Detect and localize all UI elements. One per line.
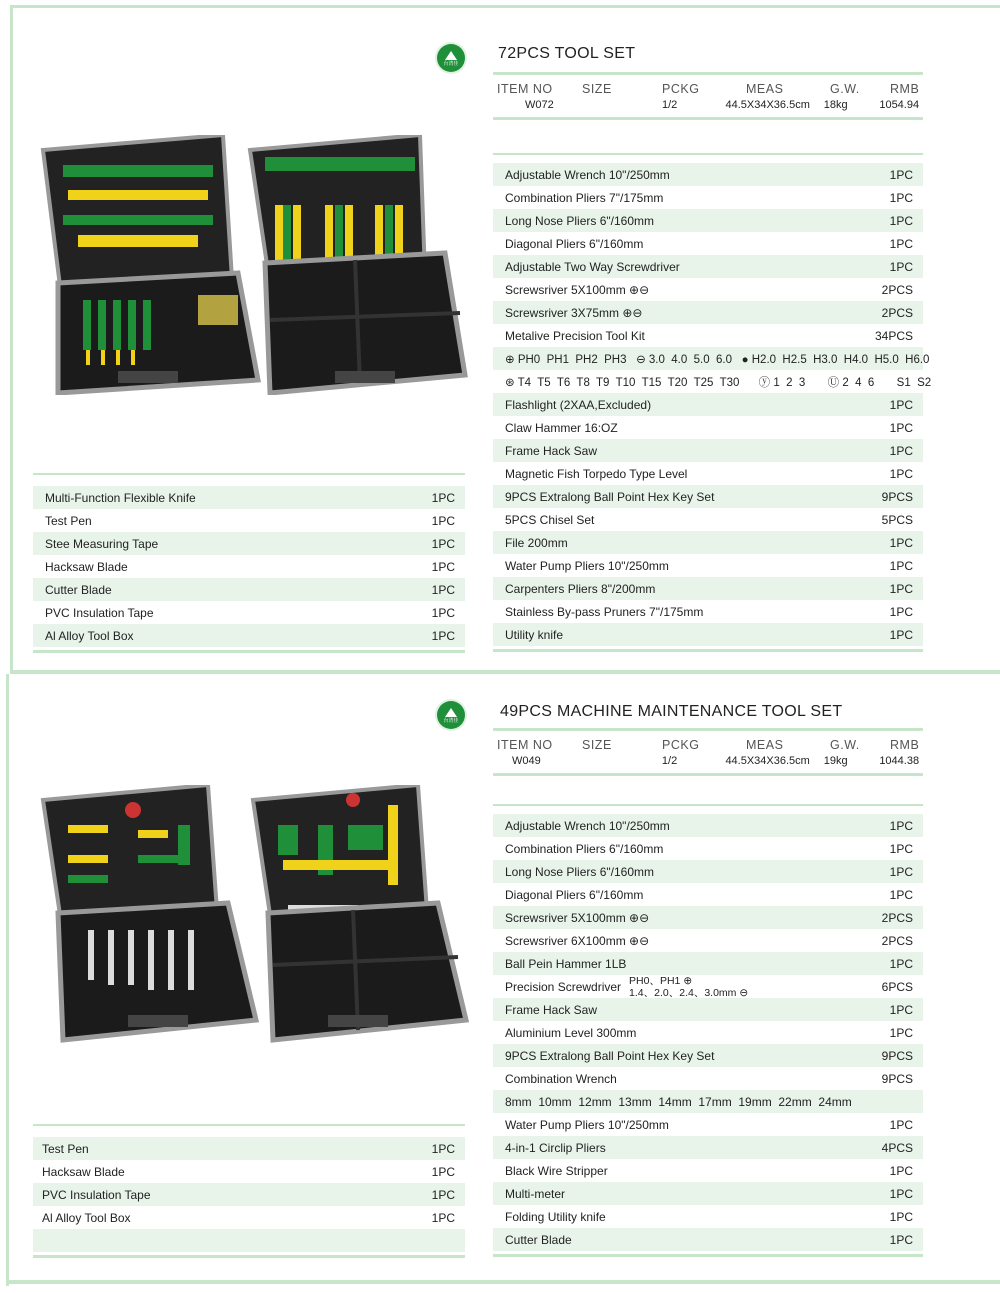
spec-item-no: W072: [525, 99, 554, 111]
left-list-top-line: [33, 473, 465, 475]
item-qty: 1PC: [889, 466, 913, 481]
item-name: 8mm 10mm 12mm 13mm 14mm 17mm 19mm 22mm 24mm: [505, 1094, 852, 1109]
item-name: Cutter Blade: [505, 1232, 572, 1247]
section-title: 49PCS MACHINE MAINTENANCE TOOL SET: [500, 703, 843, 720]
item-name: Water Pump Pliers 10"/250mm: [505, 1117, 669, 1132]
item-name: Claw Hammer 16:OZ: [505, 420, 618, 435]
item-name: File 200mm: [505, 535, 568, 550]
item-qty: 1PC: [889, 1025, 913, 1040]
item-qty: 1PC: [889, 887, 913, 902]
spec-header-row: [493, 82, 923, 96]
item-qty: 1PC: [431, 605, 455, 620]
list-item-bit-sizes: [493, 370, 932, 393]
item-name: Metalive Precision Tool Kit: [505, 328, 645, 343]
spec-table: [493, 728, 923, 776]
list-item: [493, 929, 923, 952]
logo-triangle-icon: [445, 51, 457, 60]
spec-gw: 19kg: [823, 755, 848, 767]
list-item: [493, 860, 923, 883]
item-qty: 1PC: [431, 582, 455, 597]
spec-rmb: 1044.38: [879, 755, 920, 767]
left-list-top-line: [33, 1124, 465, 1126]
item-name: Long Nose Pliers 6"/160mm: [505, 213, 654, 228]
item-qty: 1PC: [889, 190, 913, 205]
list-item: [33, 624, 465, 647]
list-item: [493, 952, 923, 975]
left-list-bottom-line: [33, 650, 465, 653]
item-qty: 1PC: [889, 420, 913, 435]
spec-header-gw: G.W.: [830, 82, 860, 96]
toolbox-photo-open-4: [248, 785, 473, 1050]
item-qty: 5PCS: [881, 512, 913, 527]
item-detail: [629, 975, 748, 999]
item-name: Stee Measuring Tape: [45, 536, 159, 551]
item-name: Diagonal Pliers 6"/160mm: [505, 887, 644, 902]
list-item: [33, 601, 465, 624]
list-item: [33, 1206, 465, 1229]
list-item: [493, 554, 923, 577]
left-item-list: [33, 1124, 465, 1258]
item-qty: 1PC: [889, 581, 913, 596]
item-name: Water Pump Pliers 10"/250mm: [505, 558, 669, 573]
spec-header-row: [493, 738, 923, 752]
list-item-bit-sizes: [493, 347, 930, 370]
list-item: [493, 1228, 923, 1251]
list-item: [493, 623, 923, 646]
item-name: Adjustable Wrench 10"/250mm: [505, 167, 670, 182]
item-qty: 1PC: [431, 1164, 455, 1179]
item-qty: 6PCS: [881, 979, 913, 994]
item-qty: 1PC: [889, 1232, 913, 1247]
item-name: Multi-meter: [505, 1186, 566, 1201]
spec-header-rmb: RMB: [890, 738, 920, 752]
list-item: [493, 837, 923, 860]
item-name: Al Alloy Tool Box: [42, 1210, 131, 1225]
list-item: [493, 209, 923, 232]
item-qty: 1PC: [889, 1163, 913, 1178]
section-title: 72PCS TOOL SET: [498, 45, 636, 62]
item-name: Frame Hack Saw: [505, 443, 598, 458]
right-list-top-line: [493, 153, 923, 155]
item-name: Magnetic Fish Torpedo Type Level: [505, 466, 688, 481]
item-qty: 9PCS: [881, 1071, 913, 1086]
spec-header-pckg: PCKG: [662, 82, 700, 96]
item-qty: 1PC: [431, 1141, 455, 1156]
spec-header-size: SIZE: [582, 738, 612, 752]
item-detail-line-2: 1.4、2.0、2.4、3.0mm ⊖: [629, 986, 749, 999]
list-item: [493, 278, 923, 301]
item-name: Folding Utility knife: [505, 1209, 606, 1224]
list-item: [493, 485, 923, 508]
spec-meas: 44.5X34X36.5cm: [725, 755, 810, 767]
item-name: Precision Screwdriver: [505, 979, 622, 994]
right-item-list: [493, 153, 932, 652]
list-item: [493, 1159, 923, 1182]
list-item: [493, 1182, 923, 1205]
item-qty: 1PC: [889, 259, 913, 274]
item-name: Multi-Function Flexible Knife: [45, 490, 196, 505]
item-qty: 1PC: [889, 956, 913, 971]
item-name: Carpenters Pliers 8"/200mm: [505, 581, 656, 596]
item-name: Test Pen: [45, 513, 92, 528]
item-name: Test Pen: [42, 1141, 89, 1156]
list-item: [493, 600, 923, 623]
frame-left-border-lower: [6, 674, 9, 1286]
list-item: [493, 439, 923, 462]
item-name-group: [493, 975, 853, 999]
spec-table: [493, 72, 923, 120]
toolbox-photo-open-1: [38, 135, 263, 395]
list-item-empty: [33, 1229, 465, 1252]
item-name: ⊕ PH0 PH1 PH2 PH3 ⊖ 3.0 4.0 5.0 6.0 ● H2.0 H2.5 H3.0 H4.0 H5.0 H6.0: [505, 353, 930, 366]
item-qty: 1PC: [889, 1117, 913, 1132]
brand-logo: [437, 701, 465, 729]
frame-bottom-border: [6, 1280, 1000, 1284]
toolbox-photo-open-3: [38, 785, 263, 1050]
spec-header-item-no: ITEM NO: [497, 738, 553, 752]
item-name: Aluminium Level 300mm: [505, 1025, 637, 1040]
item-qty: 1PC: [889, 1002, 913, 1017]
toolbox-photo-open-2: [245, 135, 470, 395]
list-item: [493, 998, 923, 1021]
item-name: Screwsriver 6X100mm ⊕⊖: [505, 933, 650, 948]
spec-meas: 44.5X34X36.5cm: [725, 99, 810, 111]
list-item: [33, 486, 465, 509]
item-name: Combination Wrench: [505, 1071, 617, 1086]
list-item: [493, 301, 923, 324]
item-qty: 1PC: [889, 236, 913, 251]
item-qty: 1PC: [431, 536, 455, 551]
item-name: Screwsriver 5X100mm ⊕⊖: [505, 910, 650, 925]
frame-left-border: [10, 5, 13, 670]
item-name: Adjustable Two Way Screwdriver: [505, 259, 680, 274]
spec-value-row: [493, 752, 923, 770]
list-item: [493, 508, 923, 531]
item-name: Adjustable Wrench 10"/250mm: [505, 818, 670, 833]
item-name: Al Alloy Tool Box: [45, 628, 134, 643]
list-item: [493, 814, 923, 837]
right-list-bottom-line: [493, 1254, 923, 1257]
item-qty: 1PC: [889, 558, 913, 573]
right-list-bottom-line: [493, 649, 923, 652]
spec-header-gw: G.W.: [830, 738, 860, 752]
list-item: [493, 1067, 923, 1090]
list-item: [33, 1183, 465, 1206]
list-item: [493, 577, 923, 600]
item-name: 4-in-1 Circlip Pliers: [505, 1140, 606, 1155]
list-item: [33, 1137, 465, 1160]
list-item: [493, 462, 923, 485]
list-item: [493, 1205, 923, 1228]
item-name: Hacksaw Blade: [45, 559, 128, 574]
item-name: PVC Insulation Tape: [42, 1187, 151, 1202]
spec-header-pckg: PCKG: [662, 738, 700, 752]
item-name: Stainless By-pass Pruners 7"/175mm: [505, 604, 704, 619]
spec-gw: 18kg: [823, 99, 848, 111]
brand-logo: [437, 44, 465, 72]
item-name: 5PCS Chisel Set: [505, 512, 595, 527]
list-item: [33, 555, 465, 578]
spec-pckg: 1/2: [661, 755, 678, 767]
item-qty: 1PC: [889, 397, 913, 412]
list-item: [33, 509, 465, 532]
item-name: PVC Insulation Tape: [45, 605, 154, 620]
list-item: [493, 186, 923, 209]
list-item: [33, 578, 465, 601]
list-item: [33, 532, 465, 555]
spec-top-line: [493, 72, 923, 75]
logo-triangle-icon: [445, 708, 457, 717]
item-qty: 1PC: [889, 167, 913, 182]
item-qty: 1PC: [431, 513, 455, 528]
spec-header-rmb: RMB: [890, 82, 920, 96]
spec-item-no: W049: [512, 755, 541, 767]
list-item: [493, 163, 923, 186]
item-qty: 1PC: [889, 864, 913, 879]
item-qty: 1PC: [889, 213, 913, 228]
spec-bottom-line: [493, 773, 923, 776]
spec-top-line: [493, 728, 923, 731]
list-item: [493, 883, 923, 906]
item-qty: 2PCS: [881, 910, 913, 925]
left-list-bottom-line: [33, 1255, 465, 1258]
item-name: Ball Pein Hammer 1LB: [505, 956, 627, 971]
spec-pckg: 1/2: [661, 99, 678, 111]
list-item: [33, 1160, 465, 1183]
item-name: Combination Pliers 7"/175mm: [505, 190, 664, 205]
frame-top-border: [10, 5, 1000, 8]
list-item: [493, 1113, 923, 1136]
item-name: Flashlight (2XAA,Excluded): [505, 397, 652, 412]
item-qty: 1PC: [889, 604, 913, 619]
spec-value-row: [493, 96, 923, 114]
item-qty: 1PC: [889, 841, 913, 856]
list-item: [493, 324, 923, 347]
list-item: [493, 906, 923, 929]
item-qty: 2PCS: [881, 305, 913, 320]
list-item: [493, 1136, 923, 1159]
item-qty: 9PCS: [881, 1048, 913, 1063]
list-item-wrench-sizes: [493, 1090, 923, 1113]
item-name: Screwsriver 3X75mm ⊕⊖: [505, 305, 643, 320]
spec-rmb: 1054.94: [879, 99, 920, 111]
item-name: Screwsriver 5X100mm ⊕⊖: [505, 282, 650, 297]
item-name: 9PCS Extralong Ball Point Hex Key Set: [505, 1048, 715, 1063]
item-qty: 9PCS: [881, 489, 913, 504]
list-item: [493, 1021, 923, 1044]
list-item: [493, 255, 923, 278]
item-name: Utility knife: [505, 627, 564, 642]
spec-bottom-line: [493, 117, 923, 120]
spec-header-size: SIZE: [582, 82, 612, 96]
spec-header-item-no: ITEM NO: [497, 82, 553, 96]
item-name: Frame Hack Saw: [505, 1002, 598, 1017]
item-name: ⊛ T4 T5 T6 T8 T9 T10 T15 T20 T25 T30 ⓨ 1 2 3 Ⓤ 2 4 6 S1 S2: [505, 376, 932, 389]
item-qty: 1PC: [889, 443, 913, 458]
list-item: [493, 416, 923, 439]
section-divider: [10, 670, 1000, 674]
item-name: Combination Pliers 6"/160mm: [505, 841, 664, 856]
list-item: [493, 232, 923, 255]
logo-text: 台湾佳: [443, 718, 459, 724]
spec-header-meas: MEAS: [746, 738, 784, 752]
item-name: Cutter Blade: [45, 582, 112, 597]
logo-text: 台湾佳: [443, 61, 459, 67]
item-qty: 1PC: [889, 818, 913, 833]
left-item-list: [33, 473, 465, 653]
spec-header-meas: MEAS: [746, 82, 784, 96]
item-qty: 1PC: [431, 628, 455, 643]
item-qty: 1PC: [431, 559, 455, 574]
item-qty: 4PCS: [881, 1140, 913, 1155]
right-list-top-line: [493, 804, 923, 806]
item-name: Black Wire Stripper: [505, 1163, 608, 1178]
item-qty: 34PCS: [874, 328, 913, 343]
item-qty: 1PC: [431, 490, 455, 505]
list-item: [493, 393, 923, 416]
right-item-list: [493, 804, 923, 1257]
item-detail-line-1: PH0、PH1 ⊕: [629, 974, 693, 987]
item-name: Hacksaw Blade: [42, 1164, 125, 1179]
item-qty: 1PC: [889, 627, 913, 642]
item-qty: 1PC: [889, 1209, 913, 1224]
item-name: 9PCS Extralong Ball Point Hex Key Set: [505, 489, 715, 504]
item-qty: 1PC: [889, 1186, 913, 1201]
item-qty: 2PCS: [881, 282, 913, 297]
item-qty: 2PCS: [881, 933, 913, 948]
list-item: [493, 1044, 923, 1067]
item-qty: 1PC: [889, 535, 913, 550]
item-qty: 1PC: [431, 1187, 455, 1202]
item-qty: 1PC: [431, 1210, 455, 1225]
item-name: Long Nose Pliers 6"/160mm: [505, 864, 654, 879]
item-name: Diagonal Pliers 6"/160mm: [505, 236, 644, 251]
list-item-precision-screwdriver: [493, 975, 923, 998]
list-item: [493, 531, 923, 554]
